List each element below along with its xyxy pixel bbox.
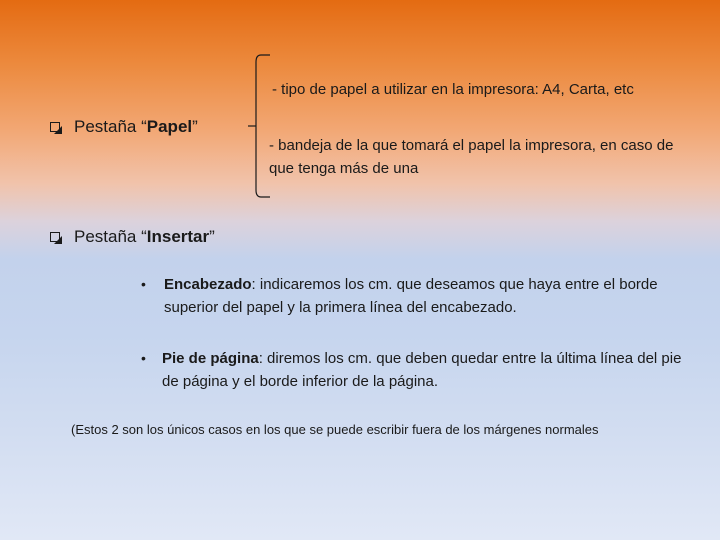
square-bullet-icon	[50, 122, 60, 132]
pie-de-pagina-item: Pie de página: diremos los cm. que deben quedar entre la última línea del pie de página y el borde inferior de la página.	[162, 350, 682, 390]
papel-tab-label: Pestaña “Papel”	[74, 117, 198, 136]
paper-tray-detail: - bandeja de la que tomará el papel la impresora, en caso de que tenga más de una	[269, 137, 674, 177]
footnote: (Estos 2 son los únicos casos en los que se puede escribir fuera de los márgenes normales	[71, 422, 599, 437]
encabezado-item: Encabezado: indicaremos los cm. que deseamos que haya entre el borde superior del papel y la primera línea del encabezado.	[164, 276, 658, 316]
papel-tab-item	[50, 115, 250, 141]
insertar-tab-item	[50, 225, 270, 251]
square-bullet-icon	[50, 232, 60, 242]
bullet-dot-icon: •	[141, 350, 146, 366]
bullet-dot-icon: •	[141, 276, 146, 292]
insertar-tab-label: Pestaña “Insertar”	[74, 227, 215, 246]
paper-type-detail: - tipo de papel a utilizar en la impresora: A4, Carta, etc	[272, 81, 634, 98]
